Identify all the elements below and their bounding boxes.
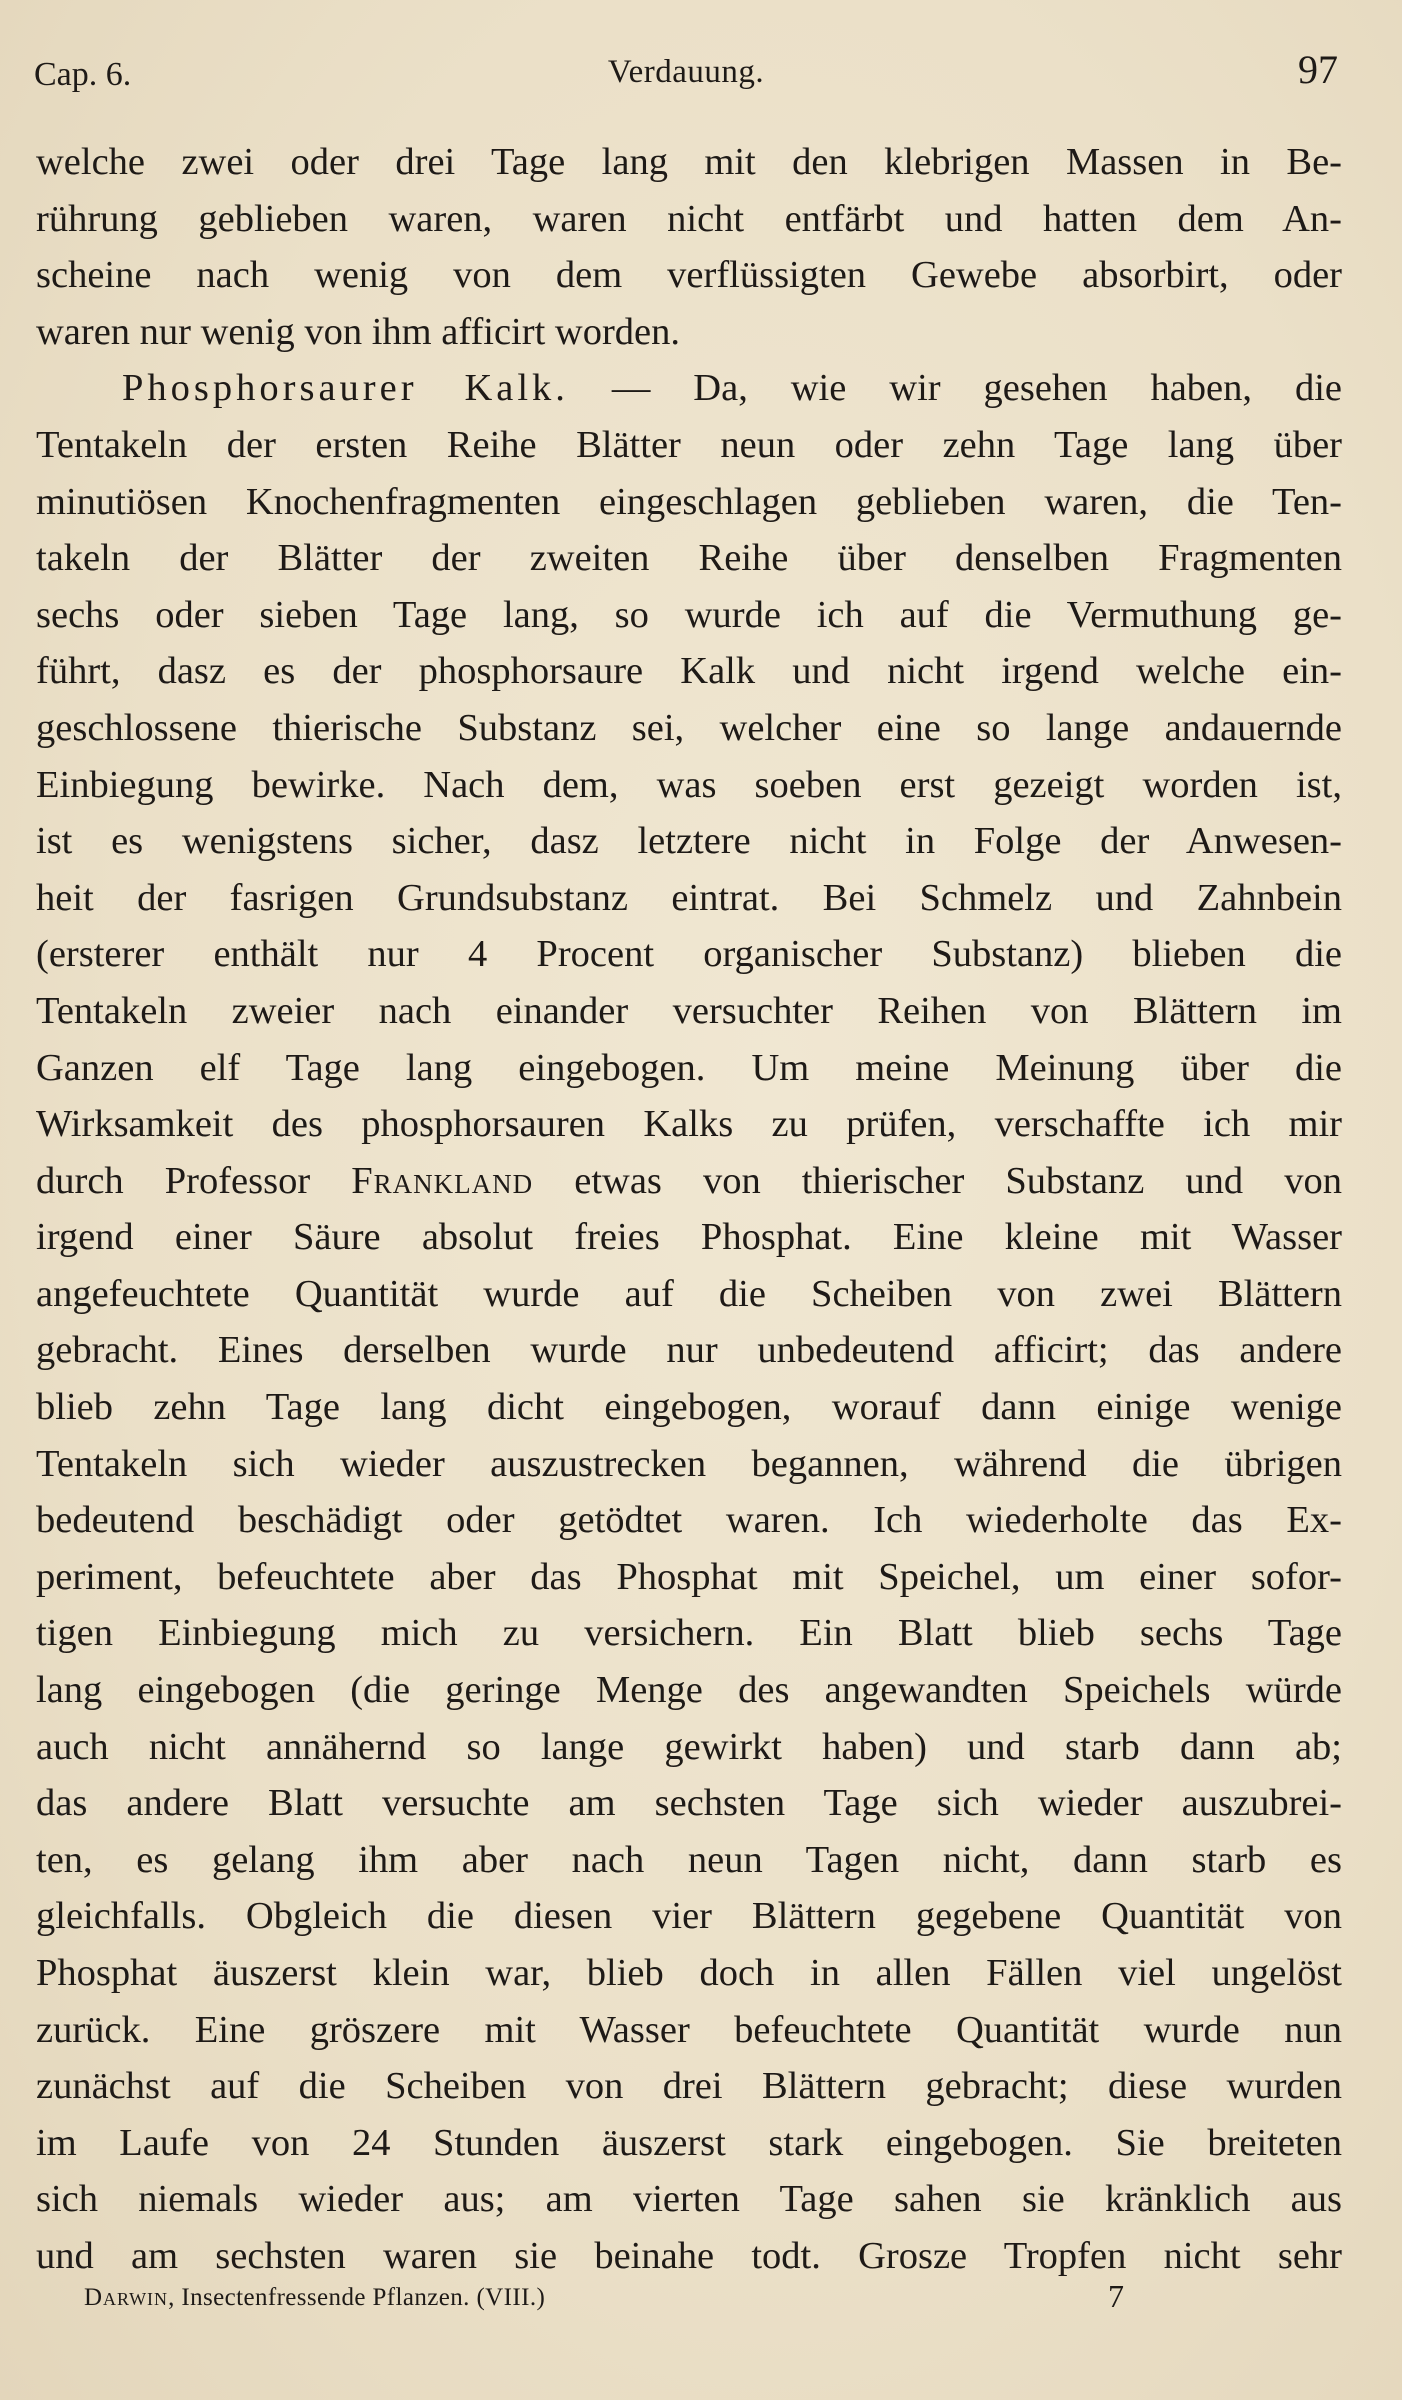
text-line: lang eingebogen (die geringe Menge des angewandten Speichels würde [36, 1669, 1342, 1712]
text-line: ten, es gelang ihm aber nach neun Tagen nicht, dann starb es [36, 1838, 1342, 1881]
text-line: rührung geblieben waren, waren nicht entfärbt und hatten dem An- [36, 197, 1342, 240]
text-line: scheine nach wenig von dem verflüssigten Gewebe absorbirt, oder [36, 254, 1342, 297]
paragraph-start-line [36, 360, 1342, 417]
text-line: zunächst auf die Scheiben von drei Blättern gebracht; diese wurden [36, 2065, 1342, 2108]
text-line: angefeuchtete Quantität wurde auf die Scheiben von zwei Blättern [36, 1272, 1342, 1315]
signature-footer [84, 2276, 1342, 2320]
text-line: führt, dasz es der phosphorsaure Kalk und nicht irgend welche ein- [36, 650, 1342, 693]
text-line: Wirksamkeit des phosphorsauren Kalks zu prüfen, verschaffte ich mir [36, 1103, 1342, 1146]
text-line: (ersterer enthält nur 4 Procent organischer Substanz) blieben die [36, 933, 1342, 976]
signature-mark: 7 [1108, 2278, 1124, 2314]
text-line: auch nicht annähernd so lange gewirkt haben) und starb dann ab; [36, 1725, 1342, 1768]
text-line: Phosphat äuszerst klein war, blieb doch in allen Fällen viel ungelöst [36, 1952, 1342, 1994]
body-text [36, 134, 1342, 2285]
text-line: im Laufe von 24 Stunden äuszerst stark eingebogen. Sie breiteten [36, 2121, 1342, 2164]
text-fragment: — Da, wie wir gesehen haben, die [568, 367, 1342, 410]
text-line: ist es wenigstens sicher, dasz letztere nicht in Folge der Anwesen- [36, 820, 1342, 863]
text-line: Ganzen elf Tage lang eingebogen. Um meine Meinung über die [36, 1046, 1342, 1089]
book-title: , Insectenfressende Pflanzen. (VIII.) [168, 2284, 546, 2311]
text-line: geschlossene thierische Substanz sei, welcher eine so lange andauernde [36, 706, 1342, 749]
text-line: bedeutend beschädigt oder getödtet waren. Ich wiederholte das Ex- [36, 1499, 1342, 1542]
text-line: Tentakeln sich wieder auszustrecken begannen, während die übrigen [36, 1442, 1342, 1485]
text-line: gebracht. Eines derselben wurde nur unbedeutend afficirt; das andere [36, 1329, 1342, 1372]
text-line: Tentakeln der ersten Reihe Blätter neun oder zehn Tage lang über [36, 423, 1342, 466]
chapter-label: Cap. 6. [34, 56, 132, 93]
text-line: gleichfalls. Obgleich die diesen vier Blättern gegebene Quantität von [36, 1895, 1342, 1938]
text-line: und am sechsten waren sie beinahe todt. Grosze Tropfen nicht sehr [36, 2234, 1342, 2277]
person-name: Frankland [351, 1159, 534, 1202]
running-header [34, 44, 1338, 100]
text-line: heit der fasrigen Grundsubstanz eintrat. Bei Schmelz und Zahnbein [36, 876, 1342, 919]
text-line: das andere Blatt versuchte am sechsten Tage sich wieder auszubrei- [36, 1782, 1342, 1825]
text-line: irgend einer Säure absolut freies Phosphat. Eine kleine mit Wasser [36, 1216, 1342, 1259]
section-heading: Phosphorsaurer Kalk. [122, 367, 569, 410]
text-line: welche zwei oder drei Tage lang mit den klebrigen Massen in Be- [36, 141, 1342, 183]
text-fragment: durch Professor [36, 1159, 352, 1202]
text-line: Tentakeln zweier nach einander versuchter Reihen von Blättern im [36, 989, 1342, 1032]
text-line: zurück. Eine gröszere mit Wasser befeuchtete Quantität wurde nun [36, 2008, 1342, 2051]
text-line: tigen Einbiegung mich zu versichern. Ein Blatt blieb sechs Tage [36, 1612, 1342, 1655]
text-line: sich niemals wieder aus; am vierten Tage sahen sie kränklich aus [36, 2178, 1342, 2221]
text-line: waren nur wenig von ihm afficirt worden. [36, 310, 680, 353]
text-line [36, 1153, 1342, 1210]
text-line: Einbiegung bewirke. Nach dem, was soeben erst gezeigt worden ist, [36, 763, 1342, 806]
text-line: minutiösen Knochenfragmenten eingeschlagen geblieben waren, die Ten- [36, 480, 1342, 523]
text-fragment: etwas von thierischer Substanz und von [533, 1159, 1343, 1202]
author-name: Darwin [84, 2284, 169, 2311]
page-number: 97 [1298, 47, 1338, 92]
running-title: Verdauung. [607, 54, 765, 90]
text-line: sechs oder sieben Tage lang, so wurde ich auf die Vermuthung ge- [36, 593, 1342, 636]
text-line: periment, befeuchtete aber das Phosphat mit Speichel, um einer sofor- [36, 1555, 1342, 1598]
text-line: blieb zehn Tage lang dicht eingebogen, worauf dann einige wenige [36, 1386, 1342, 1429]
text-line: takeln der Blätter der zweiten Reihe über denselben Fragmenten [36, 537, 1342, 580]
book-reference [84, 2284, 545, 2312]
